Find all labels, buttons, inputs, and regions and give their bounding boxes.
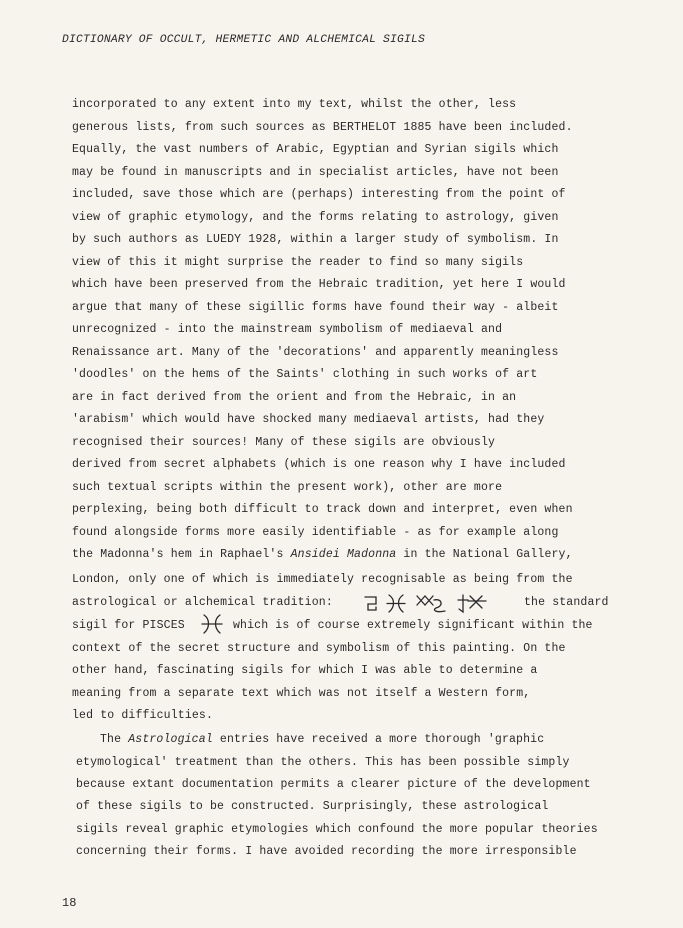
- body-line: unrecognized - into the mainstream symbolism of mediaeval and: [72, 323, 503, 336]
- body-line-tradition-start: astrological or alchemical tradition:: [72, 596, 333, 609]
- body-line: incorporated to any extent into my text, whilst the other, less: [72, 98, 517, 111]
- body-line: Renaissance art. Many of the 'decorations' and apparently meaningless: [72, 346, 559, 359]
- paragraph2-first-line: [100, 733, 544, 747]
- body-line: meaning from a separate text which was not itself a Western form,: [72, 687, 531, 700]
- body-line: view of this it might surprise the reader to find so many sigils: [72, 256, 524, 269]
- text-run: the Madonna's hem in Raphael's: [72, 548, 291, 561]
- body-line: derived from secret alphabets (which is one reason why I have included: [72, 458, 566, 471]
- body-line: by such authors as LUEDY 1928, within a larger study of symbolism. In: [72, 233, 559, 246]
- body-line: found alongside forms more easily identifiable - as for example along: [72, 526, 559, 539]
- body-line: 'doodles' on the hems of the Saints' clothing in such works of art: [72, 368, 538, 381]
- body-line: etymological' treatment than the others. This has been possible simply: [76, 756, 570, 769]
- body-line-pisces-start: sigil for PISCES: [72, 619, 185, 632]
- body-line: are in fact derived from the orient and from the Hebraic, in an: [72, 391, 517, 404]
- body-line: context of the secret structure and symbolism of this painting. On the: [72, 642, 566, 655]
- sigil-4-icon: [458, 595, 486, 612]
- text-run: The: [100, 733, 129, 746]
- body-line-madonna: [72, 548, 573, 562]
- page-number: 18: [62, 896, 77, 910]
- body-line: concerning their forms. I have avoided recording the more irresponsible: [76, 845, 577, 858]
- sigil-1-icon: [365, 597, 376, 610]
- sigil-2-pisces-icon: [387, 595, 405, 612]
- body-line: sigils reveal graphic etymologies which confound the more popular theories: [76, 823, 598, 836]
- body-line-pisces-end: which is of course extremely significant within the: [233, 619, 593, 632]
- body-line: which have been preserved from the Hebraic tradition, yet here I would: [72, 278, 566, 291]
- body-line: because extant documentation permits a clearer picture of the development: [76, 778, 591, 791]
- artwork-title: Ansidei Madonna: [290, 548, 397, 561]
- body-line: perplexing, being both difficult to track down and interpret, even when: [72, 503, 573, 516]
- body-line: such textual scripts within the present work), other are more: [72, 481, 503, 494]
- body-line: recognised their sources! Many of these sigils are obviously: [72, 436, 496, 449]
- pisces-icon: [199, 612, 225, 636]
- body-line: generous lists, from such sources as BERTHELOT 1885 have been included.: [72, 121, 573, 134]
- text-run: entries have received a more thorough 'graphic: [212, 733, 545, 746]
- body-line: Equally, the vast numbers of Arabic, Egyptian and Syrian sigils which: [72, 143, 559, 156]
- body-line: view of graphic etymology, and the forms relating to astrology, given: [72, 211, 559, 224]
- sigil-3-icon: [417, 596, 445, 612]
- body-line-tradition-end: the standard: [524, 596, 609, 609]
- body-line: London, only one of which is immediately recognisable as being from the: [72, 573, 573, 586]
- text-run: in the National Gallery,: [396, 548, 573, 561]
- body-line: led to difficulties.: [72, 709, 214, 722]
- body-line: 'arabism' which would have shocked many mediaeval artists, had they: [72, 413, 545, 426]
- body-line: included, save those which are (perhaps) interesting from the point of: [72, 188, 566, 201]
- body-line: may be found in manuscripts and in specialist articles, have not been: [72, 166, 559, 179]
- italic-term: Astrological: [128, 733, 213, 746]
- sigil-sequence-icon: [362, 592, 512, 616]
- running-head: DICTIONARY OF OCCULT, HERMETIC AND ALCHEMICAL SIGILS: [62, 34, 425, 46]
- body-line: of these sigils to be constructed. Surprisingly, these astrological: [76, 800, 549, 813]
- body-line: other hand, fascinating sigils for which I was able to determine a: [72, 664, 538, 677]
- body-line: argue that many of these sigillic forms have found their way - albeit: [72, 301, 559, 314]
